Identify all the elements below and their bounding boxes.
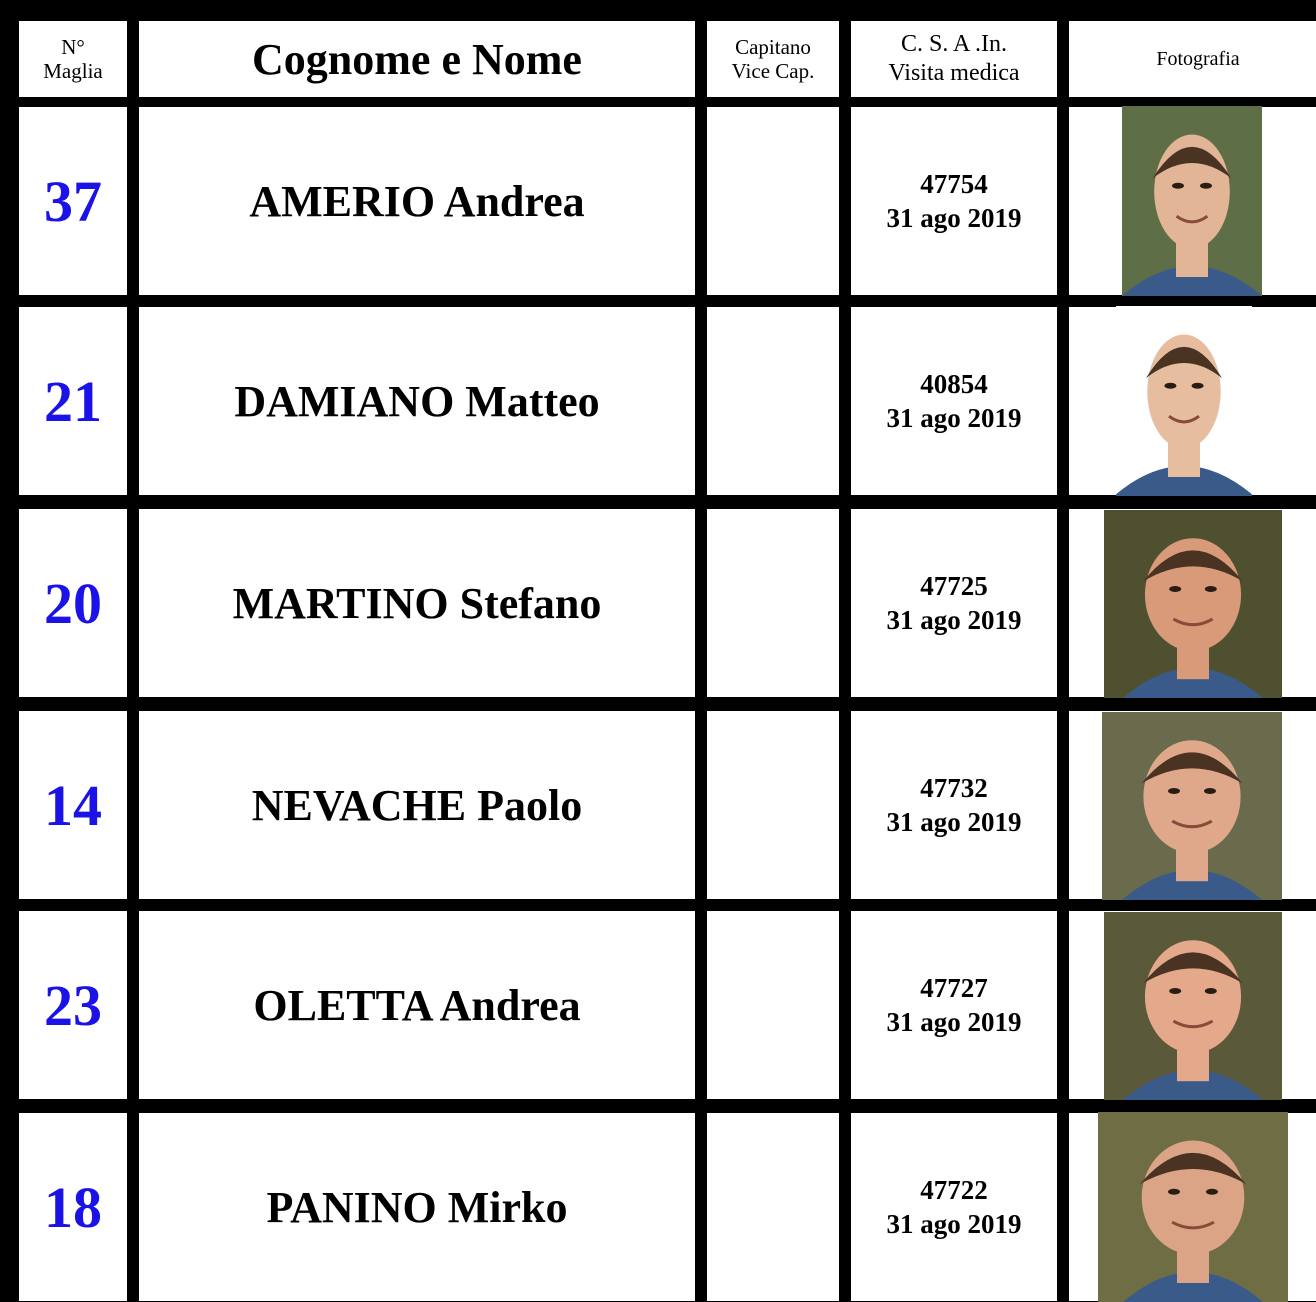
jersey-number-cell [18, 508, 128, 698]
player-name-cell [138, 306, 696, 496]
header-number [18, 20, 128, 98]
jersey-number: 37 [44, 168, 102, 234]
csa-card-number: 47727 [920, 973, 988, 1003]
player-name: PANINO Mirko [266, 1182, 568, 1232]
player-name-cell [138, 106, 696, 296]
captain-cell [706, 106, 840, 296]
jersey-number-cell [18, 710, 128, 900]
csa-cell [850, 1112, 1058, 1302]
csa-cell [850, 306, 1058, 496]
jersey-number: 18 [44, 1174, 102, 1240]
captain-cell [706, 710, 840, 900]
csa-card-number: 47722 [920, 1175, 988, 1205]
player-name-cell [138, 508, 696, 698]
csa-card-number: 47754 [920, 169, 988, 199]
player-photo [1122, 106, 1262, 296]
csa-cell [850, 710, 1058, 900]
player-photo [1104, 510, 1282, 698]
jersey-number: 21 [44, 368, 102, 434]
header-name [138, 20, 696, 98]
captain-cell [706, 1112, 840, 1302]
jersey-number-cell [18, 1112, 128, 1302]
header-captain-line1: Capitano [735, 35, 811, 59]
csa-cell [850, 508, 1058, 698]
player-name-cell [138, 1112, 696, 1302]
jersey-number: 23 [44, 972, 102, 1038]
jersey-number: 20 [44, 570, 102, 636]
header-captain [706, 20, 840, 98]
player-name: AMERIO Andrea [249, 176, 585, 226]
player-name: DAMIANO Matteo [234, 376, 600, 426]
csa-card-number: 47725 [920, 571, 988, 601]
medical-visit-date: 31 ago 2019 [886, 403, 1022, 433]
header-name-label: Cognome e Nome [252, 34, 582, 84]
player-photo [1102, 712, 1282, 900]
header-photo [1068, 20, 1316, 98]
player-photo [1104, 912, 1282, 1100]
jersey-number-cell [18, 306, 128, 496]
medical-visit-date: 31 ago 2019 [886, 1209, 1022, 1239]
medical-visit-date: 31 ago 2019 [886, 203, 1022, 233]
captain-cell [706, 508, 840, 698]
player-name: NEVACHE Paolo [251, 780, 583, 830]
medical-visit-date: 31 ago 2019 [886, 1007, 1022, 1037]
medical-visit-date: 31 ago 2019 [886, 605, 1022, 635]
captain-cell [706, 306, 840, 496]
player-name: OLETTA Andrea [253, 980, 581, 1030]
header-number-line2: Maglia [43, 59, 103, 83]
medical-visit-date: 31 ago 2019 [886, 807, 1022, 837]
captain-cell [706, 910, 840, 1100]
player-photo [1098, 1112, 1288, 1302]
player-name-cell [138, 710, 696, 900]
header-csa-line2: Visita medica [888, 60, 1020, 86]
header-captain-line2: Vice Cap. [731, 59, 815, 83]
csa-cell [850, 910, 1058, 1100]
jersey-number: 14 [44, 772, 102, 838]
csa-cell [850, 106, 1058, 296]
player-photo [1116, 306, 1252, 496]
header-csa [850, 20, 1058, 98]
player-name-cell [138, 910, 696, 1100]
csa-card-number: 40854 [920, 369, 988, 399]
jersey-number-cell [18, 910, 128, 1100]
header-photo-label: Fotografia [1156, 47, 1240, 70]
header-csa-line1: C. S. A .In. [900, 31, 1008, 57]
jersey-number-cell [18, 106, 128, 296]
player-name: MARTINO Stefano [232, 578, 602, 628]
csa-card-number: 47732 [920, 773, 988, 803]
header-number-line1: N° [61, 35, 85, 59]
